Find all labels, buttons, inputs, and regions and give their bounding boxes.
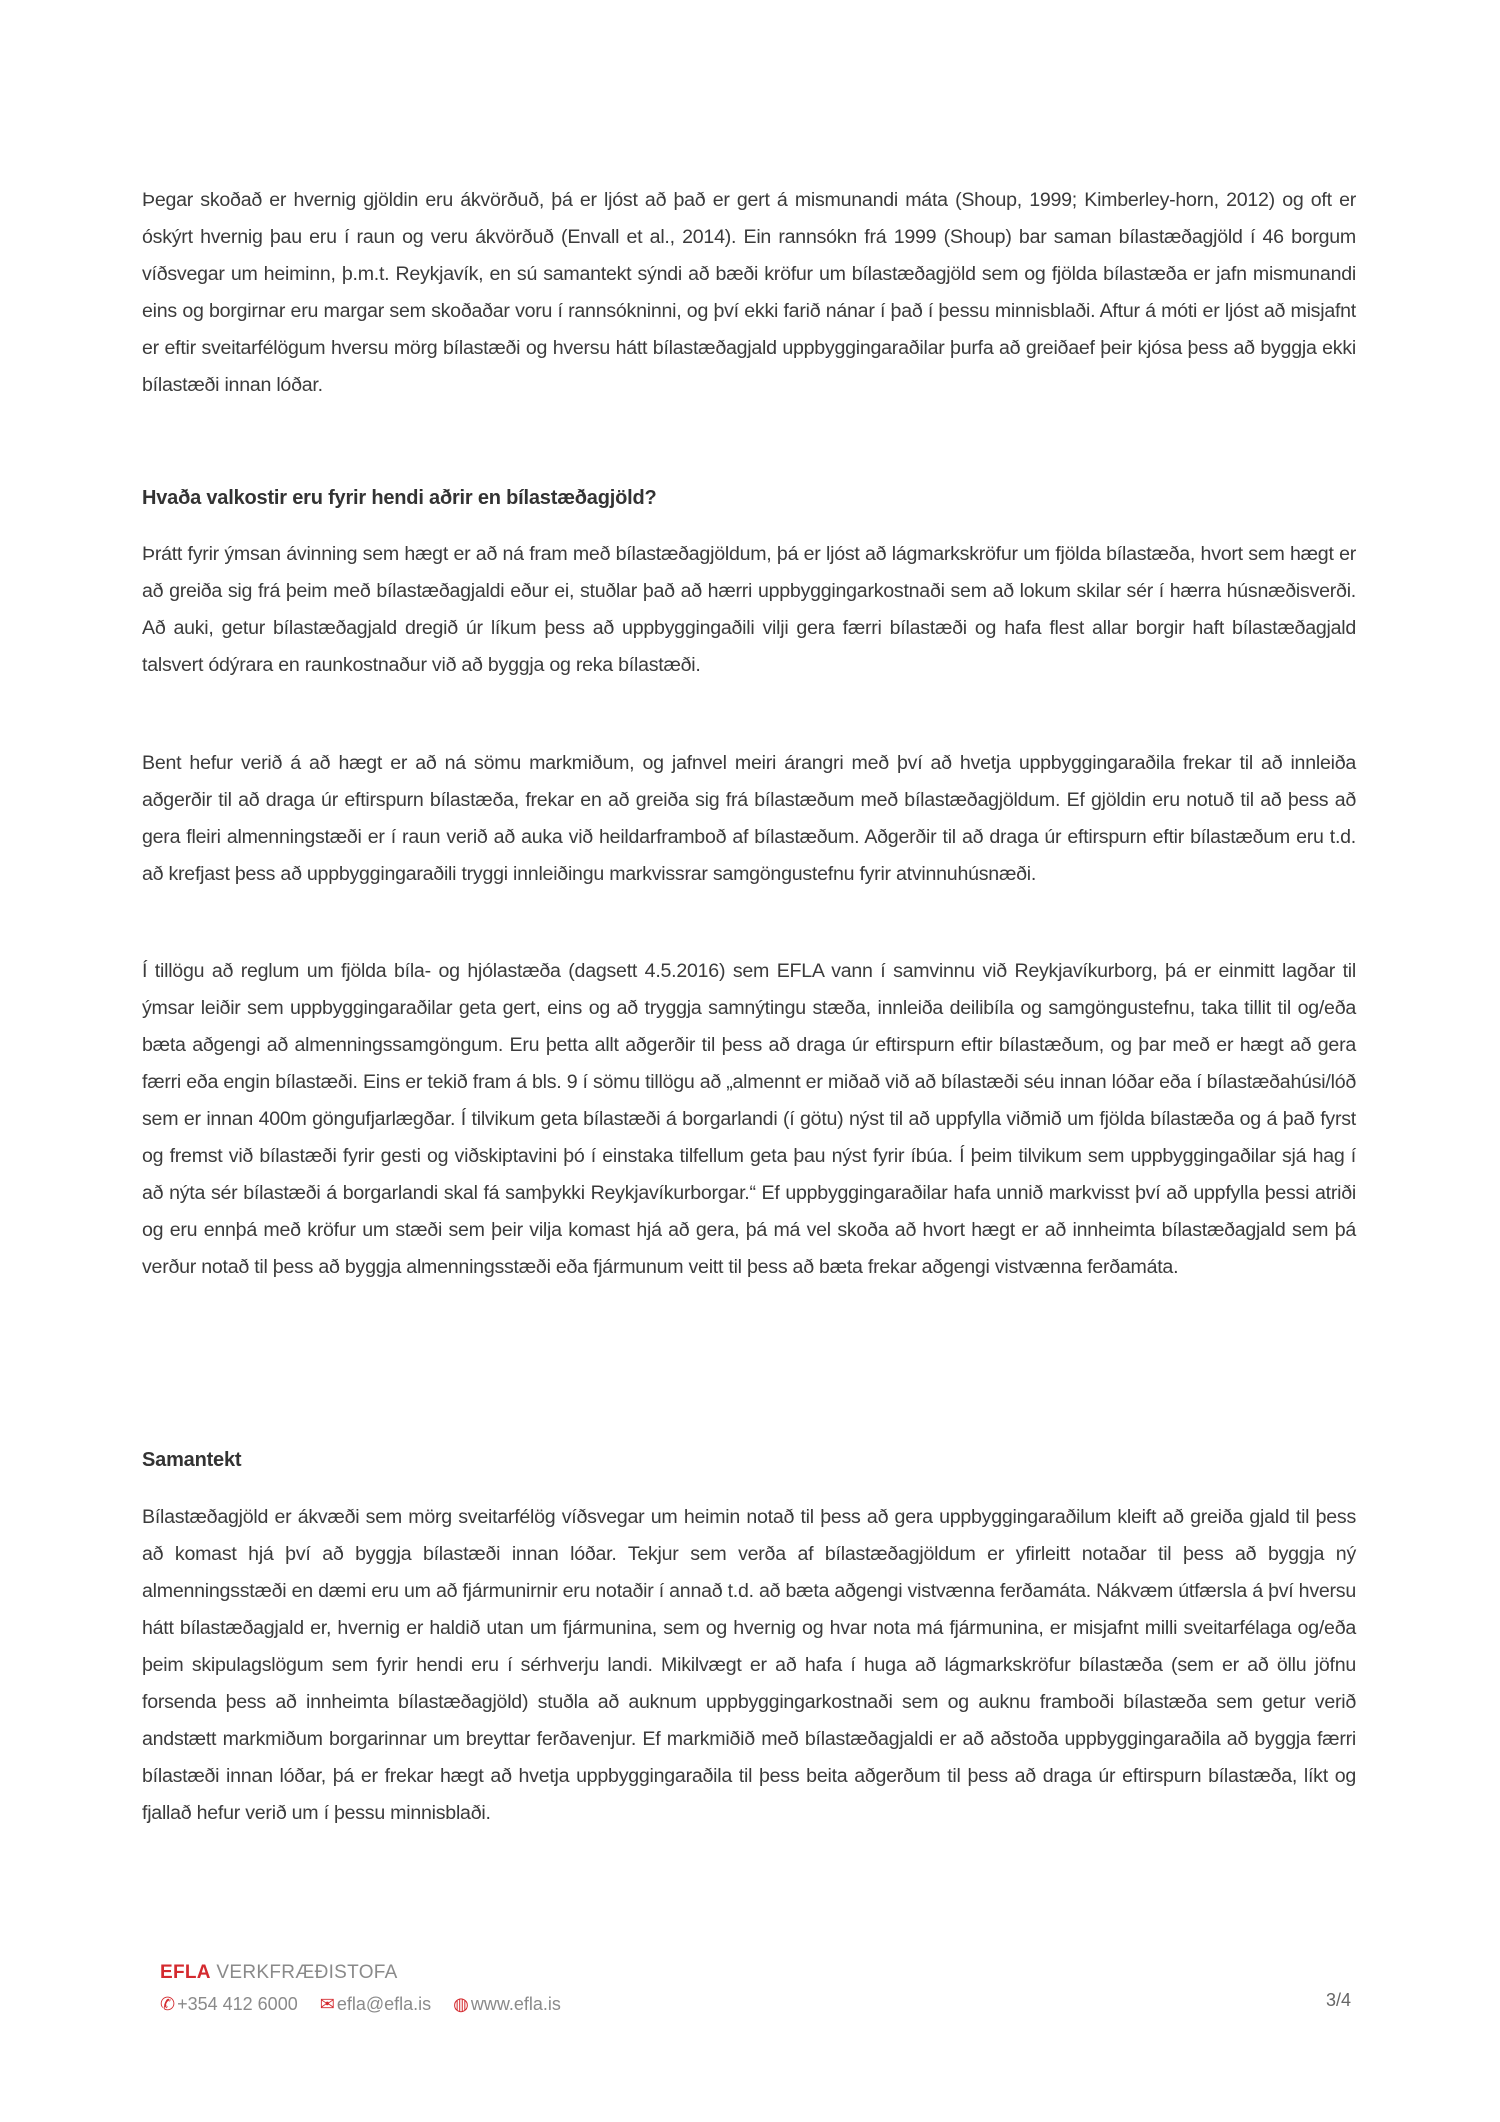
phone-icon: ✆ [160,1994,176,2014]
web-contact[interactable] [453,1994,561,2015]
mail-icon: ✉ [319,1994,335,2014]
website-link[interactable]: www.efla.is [470,1994,561,2014]
phone-contact [160,1994,298,2015]
paragraph-demand-measures: Bent hefur verið á að hægt er að ná sömu markmiðum, og jafnvel meiri árangri með því að hvetja uppbyggingaraðila frekar til að innleiða aðgerðir til að draga úr eftirspurn bílastæða, frekar en að greiða sig frá bílastæðum með bílastæðagjöldum. Ef gjöldin eru notuð til að þess að gera fleiri almenningstæði er í raun verið að auka við heildarframboð af bílastæðum. Aðgerðir til að draga úr eftirspurn eftir bílastæðum eru t.d. að krefjast þess að uppbyggingaraðili tryggi innleiðingu markvissrar samgöngustefnu fyrir atvinnuhúsnæði. [142,752,1356,885]
email-contact[interactable] [320,1994,431,2015]
heading-alternatives: Hvaða valkostir eru fyrir hendi aðrir en bílastæðagjöld? [142,487,657,509]
footer-logo [160,1962,398,1984]
brand-subtitle: VERKFRÆÐISTOFA [216,1962,398,1983]
globe-icon: ◍ [453,1994,469,2014]
email-address[interactable]: efla@efla.is [336,1994,432,2014]
paragraph-summary: Bílastæðagjöld er ákvæði sem mörg sveitarfélög víðsvegar um heimin notað til þess að gera uppbyggingaraðilum kleift að greiða gjald til þess að komast hjá því að byggja bílastæði innan lóðar. Tekjur sem verða af bílastæðagjöldum er yfirleitt notaðar til þess að byggja ný almenningsstæði en dæmi eru um að fjármunirnir eru notaðir í annað t.d. að bæta aðgengi vistvænna ferðamáta. Nákvæm útfærsla á því hversu hátt bílastæðagjald er, hvernig er haldið utan um fjármunina, sem og hvernig og hvar nota má fjármunina, er misjafnt milli sveitarfélaga og/eða þeim skipulagslögum sem fyrir hendi eru í sérhverju landi. Mikilvægt er að hafa í huga að lágmarkskröfur bílastæða (sem er að öllu jöfnu forsenda þess að innheimta bílastæðagjöld) stuðla að auknum uppbyggingarkostnaði sem og auknu framboði bílastæða sem getur verið andstætt markmiðum borgarinnar um breyttar ferðavenjur. Ef markmiðið með bílastæðagjaldi er að aðstoða uppbyggingaraðila að byggja færri bílastæði innan lóðar, þá er frekar hægt að hvetja uppbyggingaraðila til þess beita aðgerðum til þess að draga úr eftirspurn bílastæða, líkt og fjallað hefur verið um í þessu minnisblaði. [142,1506,1356,1824]
phone-number: +354 412 6000 [177,1994,298,2014]
paragraph-minimum-requirements: Þrátt fyrir ýmsan ávinning sem hægt er að ná fram með bílastæðagjöldum, þá er ljóst að lágmarkskröfur um fjölda bílastæða, hvort sem hægt er að greiða sig frá þeim með bílastæðagjaldi eður ei, stuðlar það að hærri uppbyggingarkostnaði sem að lokum skilar sér í hærra húsnæðisverði. Að auki, getur bílastæðagjald dregið úr líkum þess að uppbyggingaðili vilji gera færri bílastæði og hafa flest allar borgir haft bílastæðagjald talsvert ódýrara en raunkostnaður við að byggja og reka bílastæði. [142,543,1356,676]
paragraph-fee-determination: Þegar skoðað er hvernig gjöldin eru ákvörðuð, þá er ljóst að það er gert á mismunandi máta (Shoup, 1999; Kimberley-horn, 2012) og oft er óskýrt hvernig þau eru í raun og veru ákvörðuð (Envall et al., 2014). Ein rannsókn frá 1999 (Shoup) bar saman bílastæðagjöld í 46 borgum víðsvegar um heiminn, þ.m.t. Reykjavík, en sú samantekt sýndi að bæði kröfur um bílastæðagjöld sem og fjölda bílastæða er jafn mismunandi eins og borgirnar eru margar sem skoðaðar voru í rannsókninni, og því ekki farið nánar í það í þessu minnisblaði. Aftur á móti er ljóst að misjafnt er eftir sveitarfélögum hversu mörg bílastæði og hversu hátt bílastæðagjald uppbyggingaraðilar þurfa að greiðaef þeir kjósa þess að byggja ekki bílastæði innan lóðar. [142,189,1356,396]
page-number: 3/4 [1326,1990,1352,2010]
heading-summary: Samantekt [142,1449,242,1471]
footer-contacts [160,1994,561,2015]
brand-name: EFLA [160,1962,211,1983]
paragraph-reykjavik-proposal: Í tillögu að reglum um fjölda bíla- og hjólastæða (dagsett 4.5.2016) sem EFLA vann í samvinnu við Reykjavíkurborg, þá er einmitt lagðar til ýmsar leiðir sem uppbyggingaraðilar geta gert, eins og að tryggja samnýtingu stæða, innleiða deilibíla og samgöngustefnu, taka tillit til og/eða bæta aðgengi að almenningssamgöngum. Eru þetta allt aðgerðir til þess að draga úr eftirspurn eftir bílastæðum, og þar með er hægt að gera færri eða engin bílastæði. Eins er tekið fram á bls. 9 í sömu tillögu að „almennt er miðað við að bílastæði séu innan lóðar eða í bílastæðahúsi/lóð sem er innan 400m göngufjarlægðar. Í tilvikum geta bílastæði á borgarlandi (í götu) nýst til að uppfylla viðmið um fjölda bílastæða og á það fyrst og fremst við bílastæði fyrir gesti og viðskiptavini þó í einstaka tilfellum geta þau nýst fyrir íbúa. Í þeim tilvikum sem uppbyggingaðilar sjá hag í að nýta sér bílastæði á borgarlandi skal fá samþykki Reykjavíkurborgar.“ Ef uppbyggingaraðilar hafa unnið markvisst því að uppfylla þessi atriði og eru ennþá með kröfur um stæði sem þeir vilja komast hjá að gera, þá má vel skoða að hvort hægt er að innheimta bílastæðagjald sem þá verður notað til þess að byggja almenningsstæði eða fjármunum veitt til þess að bæta frekar aðgengi vistvænna ferðamáta. [142,960,1356,1278]
